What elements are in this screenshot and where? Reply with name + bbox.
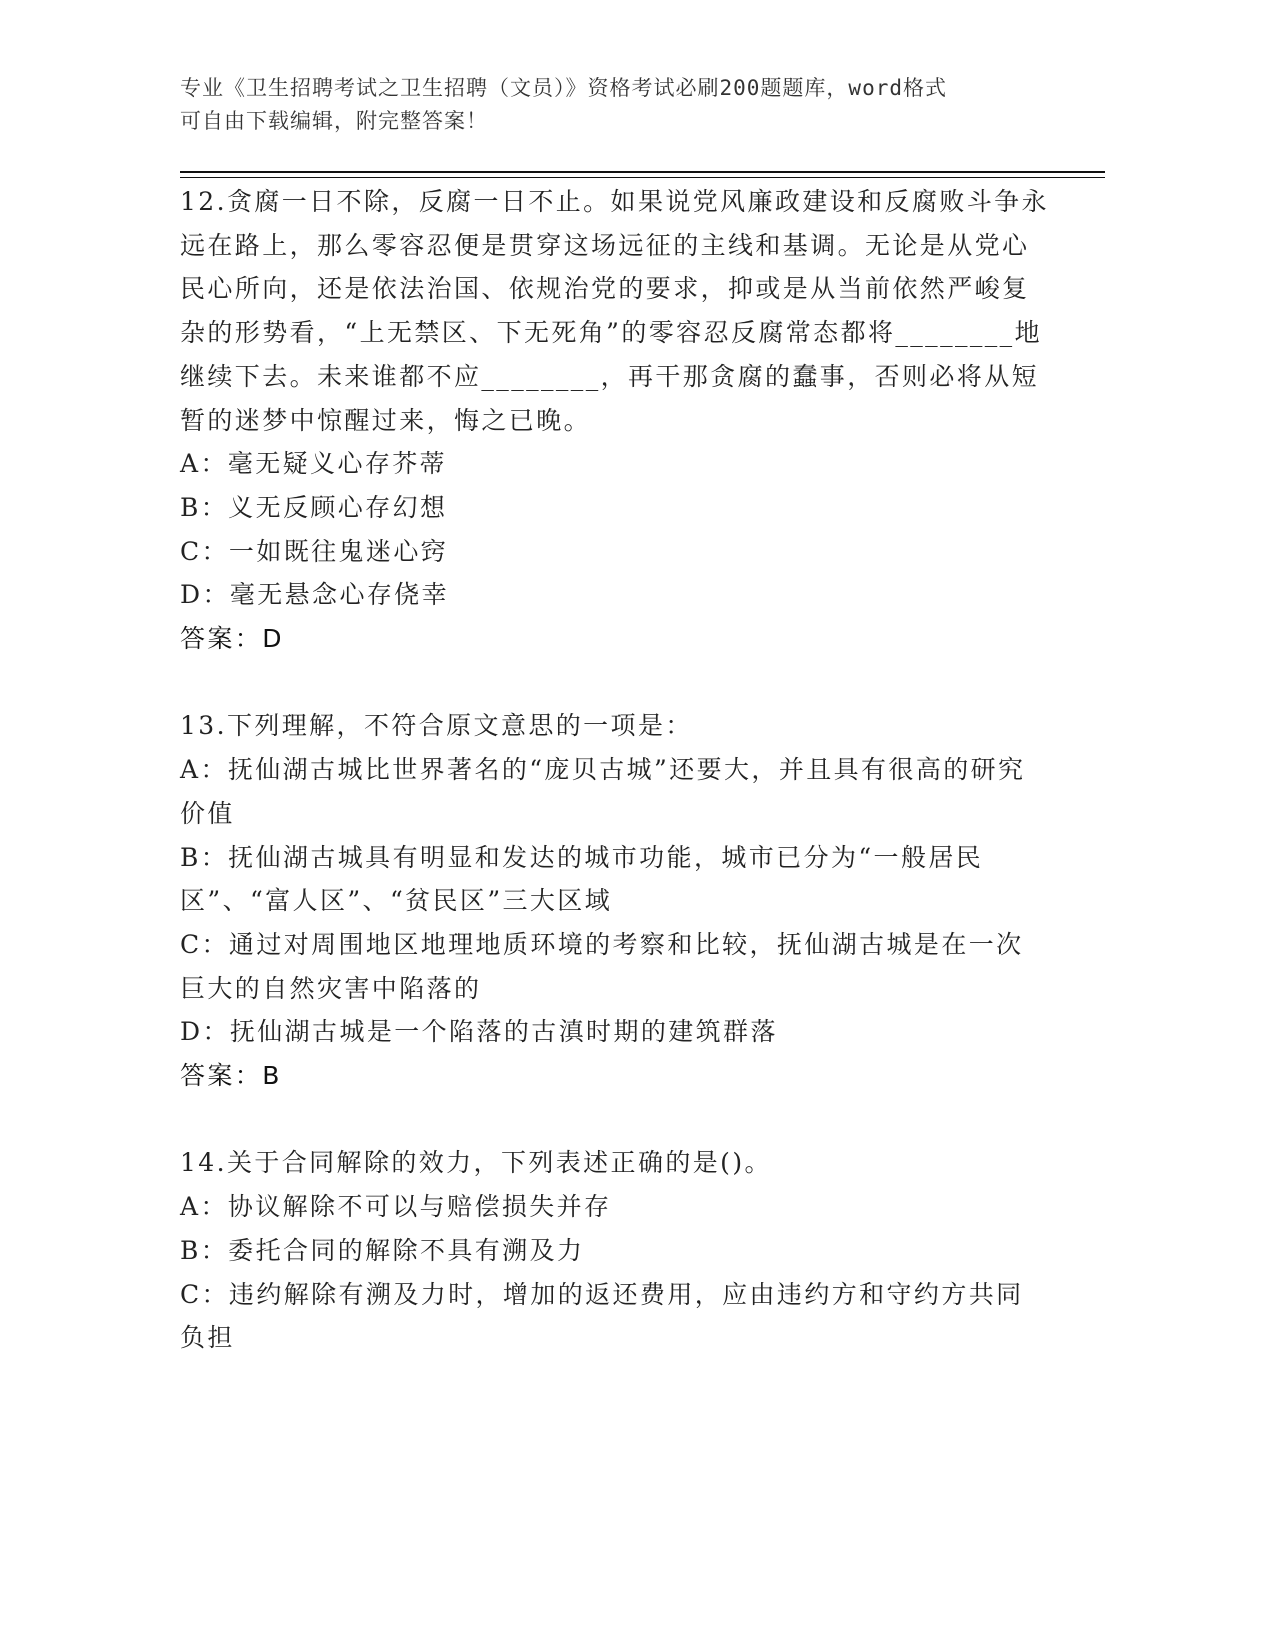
question-12-option-c: C：一如既往鬼迷心窍 (180, 536, 449, 566)
header-line-2: 可自由下载编辑，附完整答案！ (180, 109, 488, 133)
spacer (180, 661, 1050, 705)
document-header (180, 72, 1080, 138)
question-13-option-a: A：抚仙湖古城比世界著名的“庞贝古城”还要大，并且具有很高的研究价值 (180, 755, 1026, 828)
question-14-option-c: C：违约解除有溯及力时，增加的返还费用，应由违约方和守约方共同负担 (180, 1279, 1024, 1353)
question-12-option-b: B：义无反顾心存幻想 (180, 492, 448, 522)
question-12-option-d: D：毫无悬念心存侥幸 (180, 580, 450, 610)
question-list (180, 180, 1050, 1360)
spacer (180, 1098, 1050, 1142)
header-rule-thick (180, 171, 1105, 173)
question-14-stem: 14.关于合同解除的效力，下列表述正确的是()。 (180, 1148, 772, 1178)
question-12-answer: 答案：D (180, 624, 284, 654)
header-rule-thin (180, 177, 1105, 178)
question-12-stem: 12.贪腐一日不除，反腐一日不止。如果说党风廉政建设和反腐败斗争永远在路上，那么零容忍便是贯穿这场远征的主线和基调。无论是从党心民心所向，还是依法治国、依规治党的要求，抑或是从当前依然严峻复杂的形势看，“上无禁区、下无死角”的零容忍反腐常态都将________地继续下去。未来谁都不应________，再干那贪腐的蠢事，否则必将从短暂的迷梦中惊醒过来，悔之已晚。 (180, 187, 1049, 435)
question-14-option-a: A：协议解除不可以与赔偿损失并存 (180, 1192, 612, 1222)
question-13-option-b: B：抚仙湖古城具有明显和发达的城市功能，城市已分为“一般居民区”、“富人区”、“贫民区”三大区域 (180, 842, 984, 916)
question-13-option-c: C：通过对周围地区地理地质环境的考察和比较，抚仙湖古城是在一次巨大的自然灾害中陷落的 (180, 929, 1024, 1003)
question-12-option-a: A：毫无疑义心存芥蒂 (180, 449, 448, 479)
question-13-option-d: D：抚仙湖古城是一个陷落的古滇时期的建筑群落 (180, 1017, 778, 1047)
question-13-answer: 答案：B (180, 1061, 282, 1091)
header-line-1: 专业《卫生招聘考试之卫生招聘（文员）》资格考试必刷200题题库，word格式 (180, 76, 947, 100)
question-14-option-b: B：委托合同的解除不具有溯及力 (180, 1235, 585, 1265)
question-13-stem: 13.下列理解，不符合原文意思的一项是： (180, 711, 693, 741)
